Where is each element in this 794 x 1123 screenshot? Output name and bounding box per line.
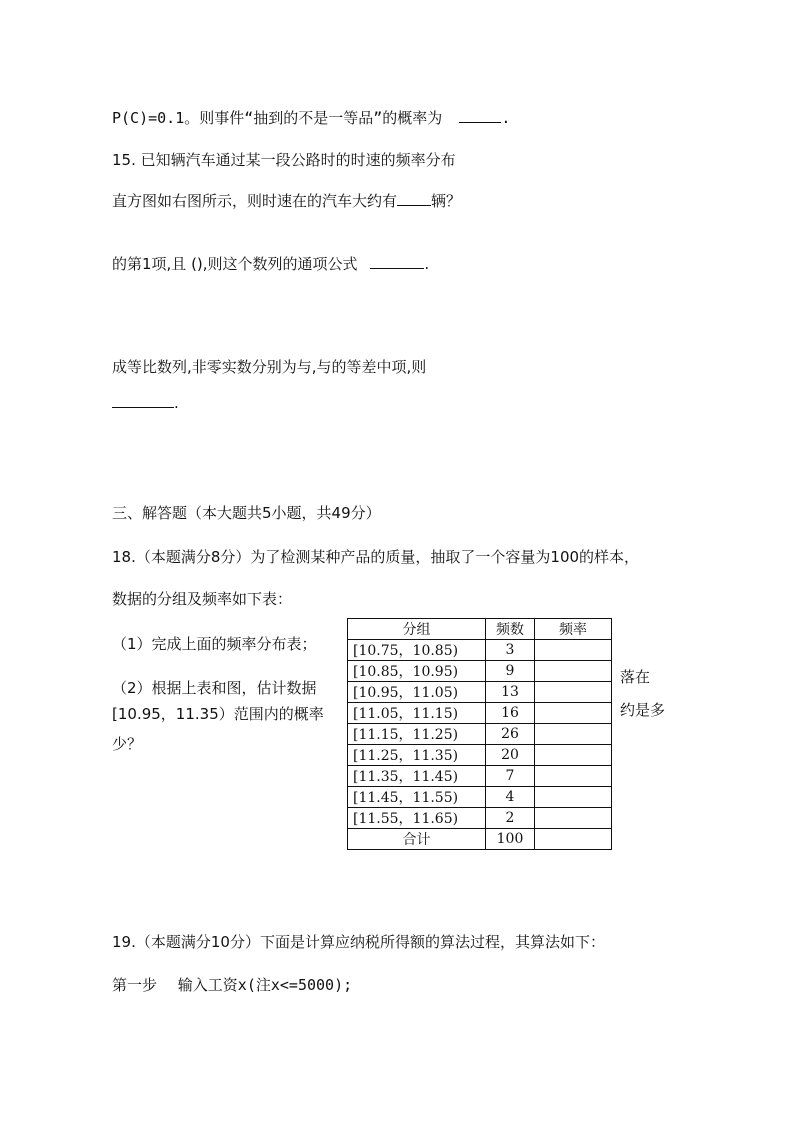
question-15-text-a: 直方图如右图所示，则时速在的汽车大约有 bbox=[112, 192, 398, 210]
count-cell: 13 bbox=[486, 682, 535, 703]
question-19: 19.（本题满分10分）下面是计算应纳税所得额的算法过程，其算法如下： bbox=[112, 933, 605, 951]
side-text-1: 落在 bbox=[620, 668, 651, 686]
header-count: 频数 bbox=[486, 619, 535, 640]
sub-question-2-line3: 少？ bbox=[112, 735, 143, 753]
group-cell: [11.35，11.45) bbox=[348, 766, 486, 787]
table-row bbox=[348, 787, 612, 808]
step-1-label: 第一步 bbox=[112, 976, 158, 994]
header-group: 分组 bbox=[348, 619, 486, 640]
geometric-line: 成等比数列,非零实数分别为与,与的等差中项,则 bbox=[112, 358, 427, 376]
question-18-line2: 数据的分组及频率如下表： bbox=[112, 590, 293, 608]
table-row bbox=[348, 808, 612, 829]
table-row bbox=[348, 745, 612, 766]
rate-cell bbox=[535, 808, 612, 829]
count-cell: 9 bbox=[486, 661, 535, 682]
count-cell: 2 bbox=[486, 808, 535, 829]
rate-cell bbox=[535, 787, 612, 808]
table-row bbox=[348, 682, 612, 703]
line-probability-text: P(C)=0.1。则事件“抽到的不是一等品”的概率为 bbox=[112, 109, 443, 127]
step-1 bbox=[112, 975, 352, 995]
count-cell: 4 bbox=[486, 787, 535, 808]
group-cell: [10.85，10.95) bbox=[348, 661, 486, 682]
group-cell: [11.45，11.55) bbox=[348, 787, 486, 808]
rate-cell bbox=[535, 703, 612, 724]
sub-question-2-line1: （2）根据上表和图，估计数据 bbox=[112, 679, 317, 697]
group-cell: [10.75，10.85) bbox=[348, 640, 486, 661]
question-18-line1: 18.（本题满分8分）为了检测某种产品的质量，抽取了一个容量为100的样本， bbox=[112, 548, 640, 566]
answer-blank-2 bbox=[397, 191, 431, 206]
sub-question-2-line2: [10.95，11.35）范围内的概率 bbox=[112, 705, 324, 723]
table-row bbox=[348, 661, 612, 682]
frequency-table bbox=[347, 618, 612, 850]
sequence-line bbox=[112, 254, 429, 274]
group-cell: [11.55，11.65) bbox=[348, 808, 486, 829]
line-probability bbox=[112, 108, 510, 128]
count-cell: 7 bbox=[486, 766, 535, 787]
rate-cell bbox=[535, 661, 612, 682]
group-cell: [11.15，11.25) bbox=[348, 724, 486, 745]
count-cell: 3 bbox=[486, 640, 535, 661]
count-cell: 20 bbox=[486, 745, 535, 766]
geometric-period: . bbox=[174, 394, 179, 412]
sequence-period: . bbox=[424, 255, 430, 273]
rate-cell bbox=[535, 724, 612, 745]
question-15-line1: 15. 已知辆汽车通过某一段公路时的时速的频率分布 bbox=[112, 151, 456, 169]
answer-blank-3 bbox=[370, 254, 424, 269]
section-heading: 三、解答题（本大题共5小题，共49分） bbox=[112, 504, 381, 522]
table-row bbox=[348, 640, 612, 661]
sequence-text: 的第1项,且 (),则这个数列的通项公式 bbox=[112, 255, 358, 273]
rate-cell bbox=[535, 640, 612, 661]
side-text-2: 约是多 bbox=[620, 701, 666, 719]
header-rate: 频率 bbox=[535, 619, 612, 640]
rate-cell bbox=[535, 766, 612, 787]
geometric-answer-line bbox=[112, 393, 179, 413]
question-15-text-b: 辆？ bbox=[431, 192, 462, 210]
count-cell: 16 bbox=[486, 703, 535, 724]
total-label-cell: 合计 bbox=[348, 829, 486, 850]
total-count-cell: 100 bbox=[486, 829, 535, 850]
table-row bbox=[348, 766, 612, 787]
group-cell: [11.05，11.15) bbox=[348, 703, 486, 724]
group-cell: [11.25，11.35) bbox=[348, 745, 486, 766]
question-15-line2 bbox=[112, 191, 461, 211]
total-rate-cell bbox=[535, 829, 612, 850]
sub-question-1: （1）完成上面的频率分布表； bbox=[112, 635, 317, 653]
group-cell: [10.95，11.05) bbox=[348, 682, 486, 703]
table-total-row bbox=[348, 829, 612, 850]
table-row bbox=[348, 703, 612, 724]
table-header-row bbox=[348, 619, 612, 640]
answer-blank-1 bbox=[459, 108, 501, 123]
rate-cell bbox=[535, 745, 612, 766]
table-row bbox=[348, 724, 612, 745]
rate-cell bbox=[535, 682, 612, 703]
count-cell: 26 bbox=[486, 724, 535, 745]
line-probability-period: . bbox=[501, 109, 511, 127]
answer-blank-4 bbox=[112, 393, 174, 408]
step-1-text: 输入工资x(注x<=5000); bbox=[177, 976, 353, 994]
